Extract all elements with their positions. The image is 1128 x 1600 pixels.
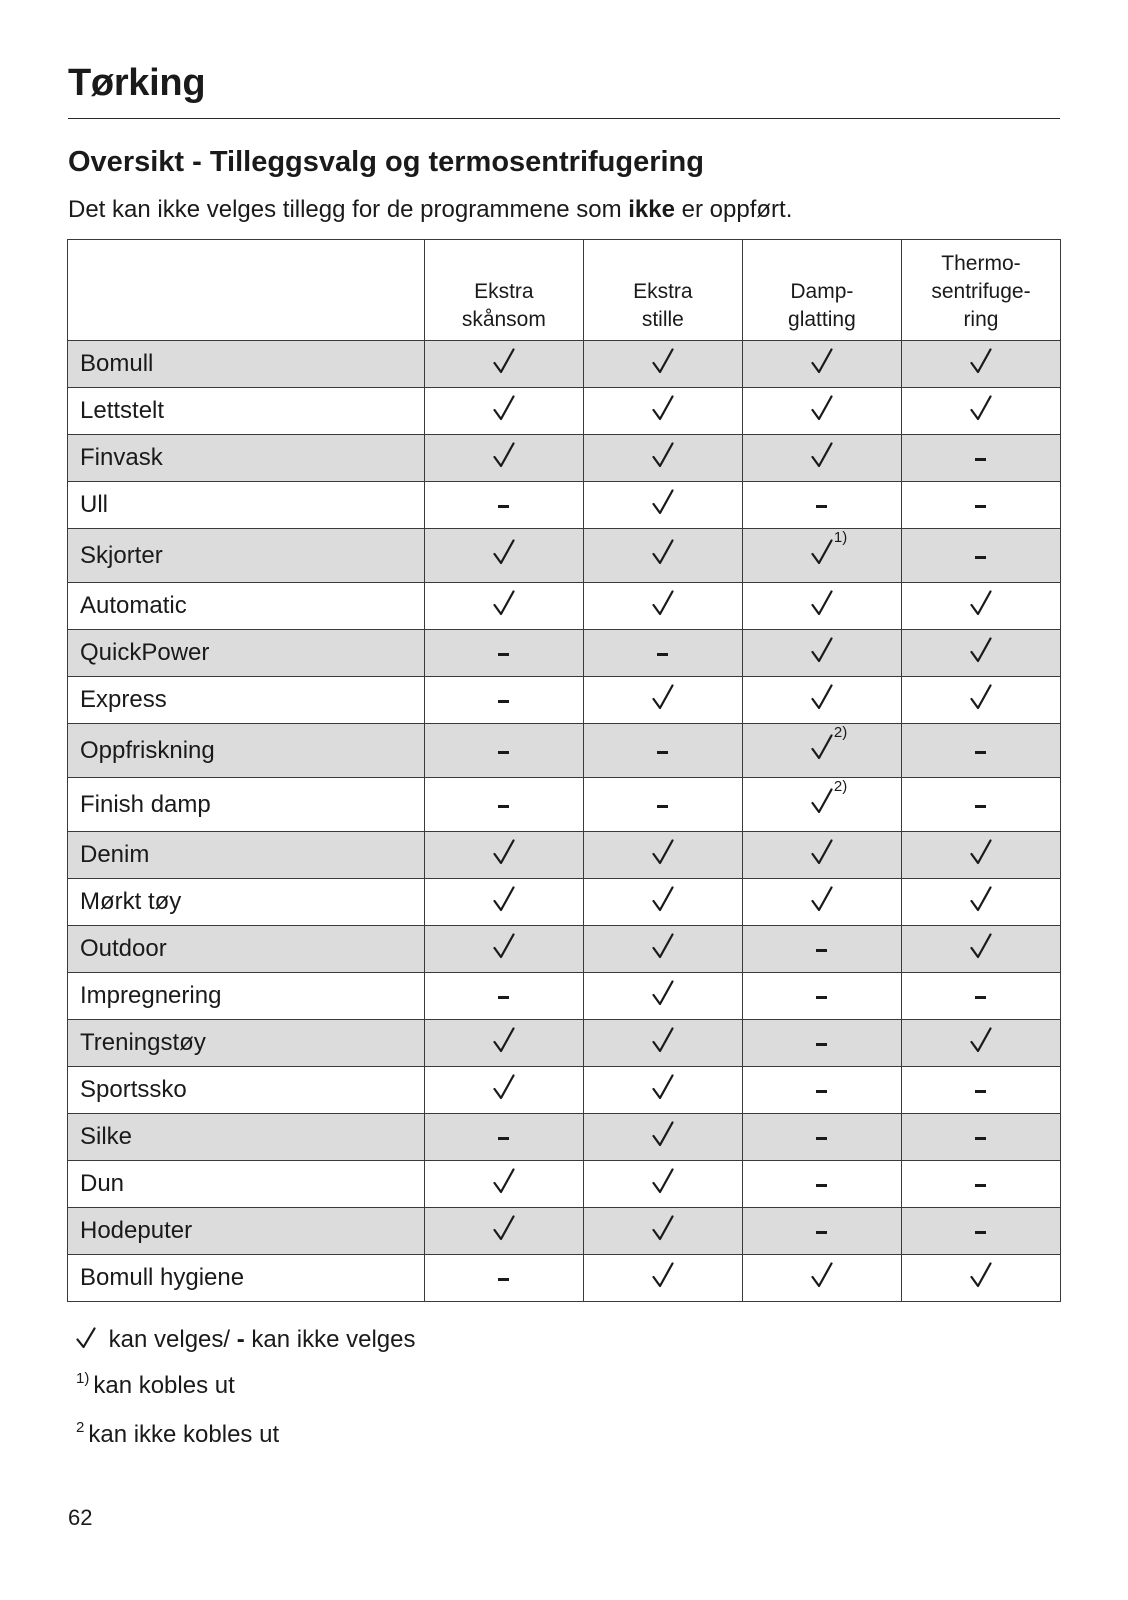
- dash-icon: [498, 505, 509, 508]
- availability-cell: [424, 879, 583, 926]
- program-name: Bomull hygiene: [68, 1255, 425, 1302]
- check-icon: [811, 395, 833, 421]
- availability-cell: [901, 388, 1060, 435]
- table-row: [68, 926, 1061, 973]
- dash-icon: [975, 556, 986, 559]
- column-header: [424, 240, 583, 341]
- table-row: [68, 1255, 1061, 1302]
- dash-icon: [975, 505, 986, 508]
- check-icon: [811, 1262, 833, 1288]
- check-icon: [652, 1121, 674, 1147]
- legend-line: [76, 1326, 416, 1356]
- check-icon: [652, 539, 674, 565]
- column-header: [742, 240, 901, 341]
- title-rule: [68, 118, 1060, 119]
- check-icon: [811, 637, 833, 663]
- availability-cell: [424, 1067, 583, 1114]
- availability-cell: [424, 529, 583, 583]
- program-name: Oppfriskning: [68, 724, 425, 778]
- check-icon: [970, 1027, 992, 1053]
- availability-cell: [583, 778, 742, 832]
- availability-cell: [742, 1020, 901, 1067]
- availability-cell: [901, 1161, 1060, 1208]
- check-icon: [652, 1215, 674, 1241]
- footnote-1: [76, 1372, 235, 1400]
- dash-icon: [498, 805, 509, 808]
- availability-cell: [901, 482, 1060, 529]
- availability-cell: [742, 388, 901, 435]
- table-row: [68, 1020, 1061, 1067]
- page-number: 62: [68, 1505, 93, 1530]
- program-name: Silke: [68, 1114, 425, 1161]
- table-row: [68, 388, 1061, 435]
- program-name: Lettstelt: [68, 388, 425, 435]
- options-table: [67, 239, 1061, 1302]
- program-name: Skjorter: [68, 529, 425, 583]
- availability-cell: [424, 630, 583, 677]
- intro-text: [68, 196, 792, 224]
- availability-cell: [424, 1161, 583, 1208]
- availability-cell: [742, 341, 901, 388]
- availability-cell: [742, 832, 901, 879]
- table-row: [68, 630, 1061, 677]
- availability-cell: [583, 879, 742, 926]
- check-icon: [493, 886, 515, 912]
- dash-icon: [975, 1231, 986, 1234]
- dash-icon: [975, 1090, 986, 1093]
- availability-cell: [742, 529, 901, 583]
- dash-icon: [498, 700, 509, 703]
- availability-cell: [742, 1114, 901, 1161]
- availability-cell: [424, 1020, 583, 1067]
- availability-cell: [901, 1255, 1060, 1302]
- availability-cell: [901, 832, 1060, 879]
- check-icon: [493, 1027, 515, 1053]
- check-icon: [493, 590, 515, 616]
- check-icon: [493, 1215, 515, 1241]
- dash-icon: [498, 653, 509, 656]
- dash-icon: [816, 1137, 827, 1140]
- check-icon: [811, 839, 833, 865]
- program-name: Sportssko: [68, 1067, 425, 1114]
- availability-cell: [424, 1255, 583, 1302]
- intro-bold: ikke: [628, 196, 675, 223]
- column-header-line: Ekstra: [474, 280, 534, 303]
- column-header-line: sentrifuge-: [931, 280, 1031, 303]
- column-header: [583, 240, 742, 341]
- availability-cell: [742, 630, 901, 677]
- availability-cell: [583, 583, 742, 630]
- intro-before: Det kan ikke velges tillegg for de programmene som: [68, 196, 629, 223]
- page-title: Tørking: [68, 62, 206, 104]
- availability-cell: [583, 388, 742, 435]
- footnote-ref: 1): [833, 529, 848, 546]
- dash-icon: [975, 1184, 986, 1187]
- check-icon: [811, 529, 848, 565]
- section-heading: Oversikt - Tilleggsvalg og termosentrifugering: [68, 146, 704, 178]
- availability-cell: [901, 926, 1060, 973]
- check-icon: [652, 1027, 674, 1053]
- program-name: Denim: [68, 832, 425, 879]
- dash-icon: [816, 505, 827, 508]
- table-row: [68, 973, 1061, 1020]
- program-name: Impregnering: [68, 973, 425, 1020]
- program-name: Hodeputer: [68, 1208, 425, 1255]
- dash-icon: [816, 1090, 827, 1093]
- program-name: Ull: [68, 482, 425, 529]
- check-icon: [493, 348, 515, 374]
- check-icon: [652, 933, 674, 959]
- dash-icon: [975, 1137, 986, 1140]
- dash-icon: [975, 751, 986, 754]
- availability-cell: [901, 1067, 1060, 1114]
- availability-cell: [424, 832, 583, 879]
- header-empty: [68, 240, 425, 341]
- footnote-2-marker: 2: [76, 1419, 85, 1436]
- footnote-ref: 2): [833, 778, 848, 795]
- program-name: Mørkt tøy: [68, 879, 425, 926]
- availability-cell: [742, 879, 901, 926]
- availability-cell: [583, 1020, 742, 1067]
- availability-cell: [583, 1255, 742, 1302]
- program-name: Treningstøy: [68, 1020, 425, 1067]
- availability-cell: [424, 973, 583, 1020]
- legend-dash: -: [236, 1326, 245, 1353]
- availability-cell: [424, 1208, 583, 1255]
- availability-cell: [424, 482, 583, 529]
- availability-cell: [742, 1208, 901, 1255]
- check-icon: [652, 1168, 674, 1194]
- availability-cell: [742, 724, 901, 778]
- dash-icon: [657, 653, 668, 656]
- check-icon: [811, 886, 833, 912]
- check-icon: [652, 1262, 674, 1288]
- check-icon: [493, 933, 515, 959]
- check-icon: [652, 442, 674, 468]
- column-header-line: Damp-: [790, 280, 854, 303]
- table-body: [68, 341, 1061, 1302]
- dash-icon: [816, 949, 827, 952]
- availability-cell: [583, 724, 742, 778]
- check-icon: [811, 348, 833, 374]
- availability-cell: [742, 778, 901, 832]
- availability-cell: [901, 778, 1060, 832]
- check-icon: [811, 442, 833, 468]
- column-header-line: Ekstra: [633, 280, 693, 303]
- availability-cell: [742, 677, 901, 724]
- check-icon: [970, 886, 992, 912]
- table-row: [68, 1161, 1061, 1208]
- table-row: [68, 1067, 1061, 1114]
- check-icon: [970, 637, 992, 663]
- availability-cell: [742, 973, 901, 1020]
- program-name: Automatic: [68, 583, 425, 630]
- availability-cell: [742, 1067, 901, 1114]
- table-row: [68, 435, 1061, 482]
- dash-icon: [498, 1137, 509, 1140]
- dash-icon: [975, 996, 986, 999]
- legend-can-select: kan velges/: [102, 1326, 237, 1353]
- dash-icon: [975, 458, 986, 461]
- table-row: [68, 482, 1061, 529]
- check-icon: [652, 980, 674, 1006]
- table-row: [68, 778, 1061, 832]
- check-icon: [493, 539, 515, 565]
- check-icon: [493, 1074, 515, 1100]
- legend-cannot-select: kan ikke velges: [244, 1326, 416, 1353]
- availability-cell: [901, 724, 1060, 778]
- table-row: [68, 529, 1061, 583]
- check-icon: [970, 1262, 992, 1288]
- table-header-row: [68, 240, 1061, 341]
- availability-cell: [901, 879, 1060, 926]
- program-name: Finish damp: [68, 778, 425, 832]
- availability-cell: [424, 926, 583, 973]
- check-icon: [970, 839, 992, 865]
- program-name: Express: [68, 677, 425, 724]
- check-icon: [970, 590, 992, 616]
- column-header-line: ring: [963, 308, 999, 331]
- check-icon: [493, 1168, 515, 1194]
- table-row: [68, 879, 1061, 926]
- availability-cell: [583, 973, 742, 1020]
- check-icon: [652, 839, 674, 865]
- availability-cell: [901, 973, 1060, 1020]
- check-icon: [811, 590, 833, 616]
- check-icon: [493, 442, 515, 468]
- check-icon: [493, 839, 515, 865]
- availability-cell: [901, 583, 1060, 630]
- dash-icon: [657, 805, 668, 808]
- availability-cell: [583, 926, 742, 973]
- availability-cell: [901, 630, 1060, 677]
- availability-cell: [424, 583, 583, 630]
- dash-icon: [498, 751, 509, 754]
- check-icon: [970, 684, 992, 710]
- availability-cell: [583, 1161, 742, 1208]
- program-name: Dun: [68, 1161, 425, 1208]
- check-icon: [652, 348, 674, 374]
- column-header-line: glatting: [788, 308, 856, 331]
- check-icon: [811, 684, 833, 710]
- availability-cell: [424, 1114, 583, 1161]
- availability-cell: [901, 677, 1060, 724]
- check-icon: [970, 395, 992, 421]
- availability-cell: [901, 1208, 1060, 1255]
- check-icon: [970, 348, 992, 374]
- dash-icon: [816, 1043, 827, 1046]
- dash-icon: [816, 1184, 827, 1187]
- availability-cell: [901, 1020, 1060, 1067]
- availability-cell: [583, 677, 742, 724]
- availability-cell: [901, 1114, 1060, 1161]
- dash-icon: [498, 996, 509, 999]
- availability-cell: [583, 1067, 742, 1114]
- check-icon: [652, 1074, 674, 1100]
- dash-icon: [816, 996, 827, 999]
- availability-cell: [583, 630, 742, 677]
- availability-cell: [424, 341, 583, 388]
- column-header-line: skånsom: [461, 308, 546, 331]
- table-row: [68, 677, 1061, 724]
- check-icon: [652, 886, 674, 912]
- check-icon: [970, 933, 992, 959]
- availability-cell: [424, 677, 583, 724]
- availability-cell: [742, 482, 901, 529]
- availability-cell: [583, 1208, 742, 1255]
- availability-cell: [583, 482, 742, 529]
- dash-icon: [975, 805, 986, 808]
- program-name: QuickPower: [68, 630, 425, 677]
- table-row: [68, 583, 1061, 630]
- availability-cell: [424, 435, 583, 482]
- check-icon: [652, 684, 674, 710]
- availability-cell: [424, 724, 583, 778]
- dash-icon: [657, 751, 668, 754]
- check-icon: [652, 395, 674, 421]
- program-name: Outdoor: [68, 926, 425, 973]
- column-header-line: stille: [641, 308, 684, 331]
- dash-icon: [816, 1231, 827, 1234]
- footnote-2-text: kan ikke kobles ut: [88, 1421, 280, 1448]
- availability-cell: [583, 832, 742, 879]
- availability-cell: [901, 529, 1060, 583]
- availability-cell: [424, 388, 583, 435]
- availability-cell: [901, 435, 1060, 482]
- check-icon: [811, 724, 848, 760]
- table-row: [68, 341, 1061, 388]
- availability-cell: [742, 583, 901, 630]
- check-icon: [493, 395, 515, 421]
- availability-cell: [583, 341, 742, 388]
- check-icon: [811, 778, 848, 814]
- column-header-line: Thermo-: [941, 252, 1021, 275]
- availability-cell: [742, 435, 901, 482]
- availability-cell: [583, 435, 742, 482]
- footnote-2: [76, 1421, 279, 1449]
- availability-cell: [742, 1255, 901, 1302]
- footnote-1-marker: 1): [76, 1370, 90, 1387]
- program-name: Bomull: [68, 341, 425, 388]
- intro-after: er oppført.: [674, 196, 793, 223]
- check-icon: [652, 590, 674, 616]
- table-row: [68, 832, 1061, 879]
- availability-cell: [424, 778, 583, 832]
- availability-cell: [901, 341, 1060, 388]
- check-icon: [76, 1327, 96, 1356]
- dash-icon: [498, 1278, 509, 1281]
- footnote-ref: 2): [833, 724, 848, 741]
- availability-cell: [742, 1161, 901, 1208]
- table-row: [68, 1114, 1061, 1161]
- table-row: [68, 724, 1061, 778]
- availability-cell: [583, 1114, 742, 1161]
- check-icon: [652, 489, 674, 515]
- availability-cell: [583, 529, 742, 583]
- program-name: Finvask: [68, 435, 425, 482]
- footnote-1-text: kan kobles ut: [93, 1372, 235, 1399]
- table-row: [68, 1208, 1061, 1255]
- column-header: [901, 240, 1060, 341]
- availability-cell: [742, 926, 901, 973]
